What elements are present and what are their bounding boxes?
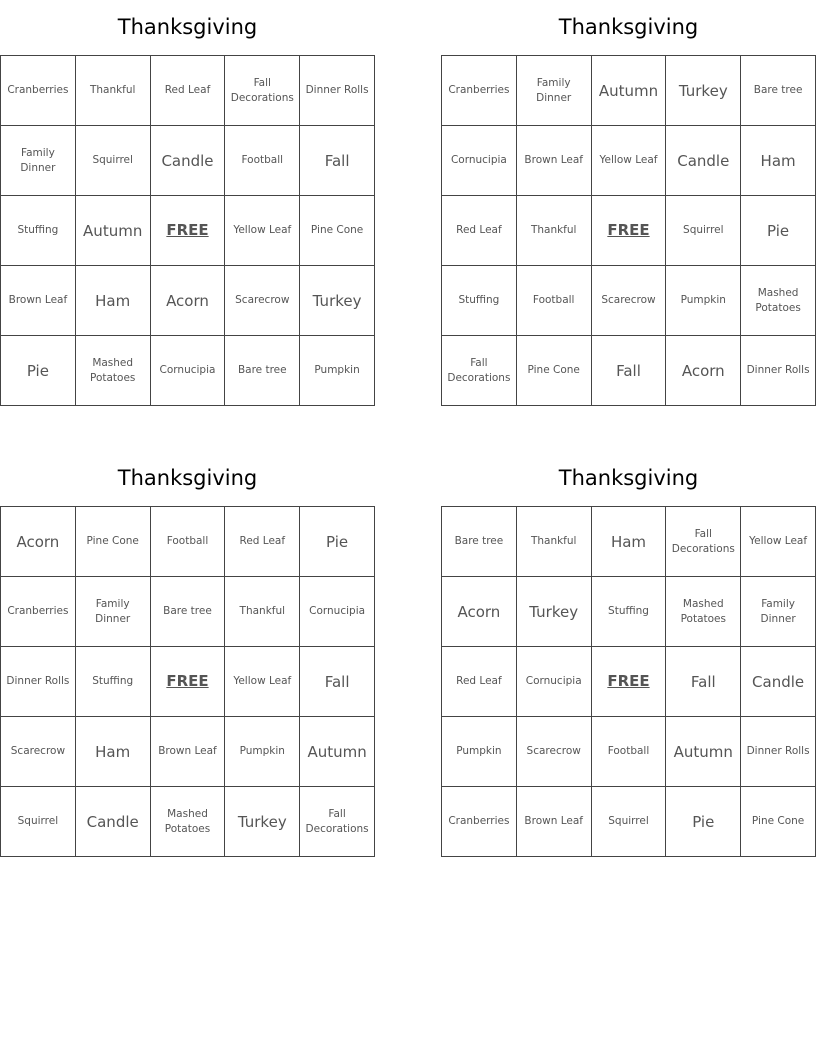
- bingo-grid: [441, 506, 816, 857]
- bingo-cell: Bare tree: [442, 507, 517, 577]
- bingo-cell: Thankful: [517, 196, 592, 266]
- bingo-cell: Dinner Rolls: [1, 647, 76, 717]
- bingo-cell: Candle: [666, 126, 741, 196]
- bingo-cell: Autumn: [76, 196, 151, 266]
- bingo-cell: Scarecrow: [225, 266, 300, 336]
- bingo-cell: Fall Decorations: [300, 787, 375, 857]
- bingo-cell: Cornucipia: [300, 577, 375, 647]
- bingo-cell: Mashed Potatoes: [741, 266, 816, 336]
- bingo-cell: Yellow Leaf: [592, 126, 667, 196]
- bingo-cell: Cornucipia: [151, 336, 226, 406]
- bingo-cell: Pie: [666, 787, 741, 857]
- bingo-cell: Mashed Potatoes: [76, 336, 151, 406]
- bingo-cell: Family Dinner: [517, 56, 592, 126]
- bingo-cell: Turkey: [517, 577, 592, 647]
- bingo-cell: Stuffing: [592, 577, 667, 647]
- bingo-cell: Squirrel: [76, 126, 151, 196]
- bingo-cell: Red Leaf: [442, 196, 517, 266]
- bingo-cell: Dinner Rolls: [741, 717, 816, 787]
- bingo-cell: Yellow Leaf: [741, 507, 816, 577]
- bingo-cell: Pumpkin: [666, 266, 741, 336]
- bingo-cell: Acorn: [666, 336, 741, 406]
- bingo-cell: Pie: [741, 196, 816, 266]
- bingo-cell: Brown Leaf: [151, 717, 226, 787]
- bingo-cell: Fall Decorations: [666, 507, 741, 577]
- bingo-grid: [0, 506, 375, 857]
- bingo-cell: Yellow Leaf: [225, 647, 300, 717]
- bingo-cell: Family Dinner: [76, 577, 151, 647]
- bingo-cell: Pumpkin: [225, 717, 300, 787]
- card-title: Thanksgiving: [558, 466, 699, 490]
- bingo-cell: Fall: [300, 647, 375, 717]
- card-title: Thanksgiving: [117, 15, 258, 39]
- free-space-cell: FREE: [592, 196, 667, 266]
- free-space-cell: FREE: [592, 647, 667, 717]
- card-title: Thanksgiving: [558, 15, 699, 39]
- bingo-cell: Scarecrow: [517, 717, 592, 787]
- bingo-cell: Cornucipia: [517, 647, 592, 717]
- bingo-cell: Squirrel: [666, 196, 741, 266]
- bingo-cell: Pumpkin: [300, 336, 375, 406]
- bingo-grid: [0, 55, 375, 406]
- bingo-cell: Ham: [741, 126, 816, 196]
- bingo-cell: Autumn: [666, 717, 741, 787]
- bingo-cell: Football: [151, 507, 226, 577]
- bingo-grid: [441, 55, 816, 406]
- bingo-cell: Scarecrow: [1, 717, 76, 787]
- bingo-cell: Bare tree: [225, 336, 300, 406]
- bingo-cell: Cranberries: [442, 56, 517, 126]
- bingo-cell: Brown Leaf: [517, 787, 592, 857]
- bingo-cell: Cranberries: [1, 56, 76, 126]
- bingo-cell: Candle: [76, 787, 151, 857]
- bingo-cell: Brown Leaf: [517, 126, 592, 196]
- bingo-cell: Bare tree: [741, 56, 816, 126]
- bingo-cell: Squirrel: [592, 787, 667, 857]
- bingo-cell: Fall: [300, 126, 375, 196]
- bingo-cell: Thankful: [76, 56, 151, 126]
- bingo-cell: Football: [225, 126, 300, 196]
- bingo-cell: Turkey: [300, 266, 375, 336]
- bingo-cell: Pie: [1, 336, 76, 406]
- bingo-cell: Turkey: [666, 56, 741, 126]
- bingo-cell: Acorn: [442, 577, 517, 647]
- card-title: Thanksgiving: [117, 466, 258, 490]
- bingo-cell: Autumn: [300, 717, 375, 787]
- bingo-cell: Bare tree: [151, 577, 226, 647]
- bingo-cell: Mashed Potatoes: [151, 787, 226, 857]
- bingo-cell: Football: [517, 266, 592, 336]
- bingo-cell: Dinner Rolls: [741, 336, 816, 406]
- bingo-cell: Thankful: [225, 577, 300, 647]
- bingo-cell: Candle: [741, 647, 816, 717]
- bingo-cell: Pumpkin: [442, 717, 517, 787]
- bingo-cell: Stuffing: [76, 647, 151, 717]
- bingo-cell: Family Dinner: [741, 577, 816, 647]
- bingo-cell: Red Leaf: [225, 507, 300, 577]
- free-space-cell: FREE: [151, 196, 226, 266]
- bingo-cell: Mashed Potatoes: [666, 577, 741, 647]
- bingo-cell: Fall Decorations: [442, 336, 517, 406]
- bingo-cell: Ham: [76, 266, 151, 336]
- bingo-cell: Red Leaf: [151, 56, 226, 126]
- bingo-cell: Turkey: [225, 787, 300, 857]
- bingo-cell: Cranberries: [1, 577, 76, 647]
- bingo-cell: Football: [592, 717, 667, 787]
- bingo-cell: Fall Decorations: [225, 56, 300, 126]
- bingo-cell: Pine Cone: [517, 336, 592, 406]
- bingo-cell: Ham: [592, 507, 667, 577]
- bingo-cell: Autumn: [592, 56, 667, 126]
- bingo-cell: Stuffing: [442, 266, 517, 336]
- bingo-cell: Stuffing: [1, 196, 76, 266]
- bingo-cell: Cranberries: [442, 787, 517, 857]
- bingo-cell: Acorn: [1, 507, 76, 577]
- bingo-cell: Cornucipia: [442, 126, 517, 196]
- bingo-cell: Scarecrow: [592, 266, 667, 336]
- free-space-cell: FREE: [151, 647, 226, 717]
- bingo-cell: Thankful: [517, 507, 592, 577]
- bingo-cell: Fall: [592, 336, 667, 406]
- bingo-cell: Squirrel: [1, 787, 76, 857]
- bingo-cell: Ham: [76, 717, 151, 787]
- bingo-cell: Fall: [666, 647, 741, 717]
- bingo-cell: Acorn: [151, 266, 226, 336]
- bingo-cell: Pine Cone: [741, 787, 816, 857]
- bingo-cell: Pine Cone: [300, 196, 375, 266]
- bingo-cell: Pine Cone: [76, 507, 151, 577]
- bingo-cell: Candle: [151, 126, 226, 196]
- bingo-cell: Yellow Leaf: [225, 196, 300, 266]
- bingo-cell: Dinner Rolls: [300, 56, 375, 126]
- bingo-cell: Brown Leaf: [1, 266, 76, 336]
- bingo-cell: Red Leaf: [442, 647, 517, 717]
- bingo-cell: Pie: [300, 507, 375, 577]
- bingo-cell: Family Dinner: [1, 126, 76, 196]
